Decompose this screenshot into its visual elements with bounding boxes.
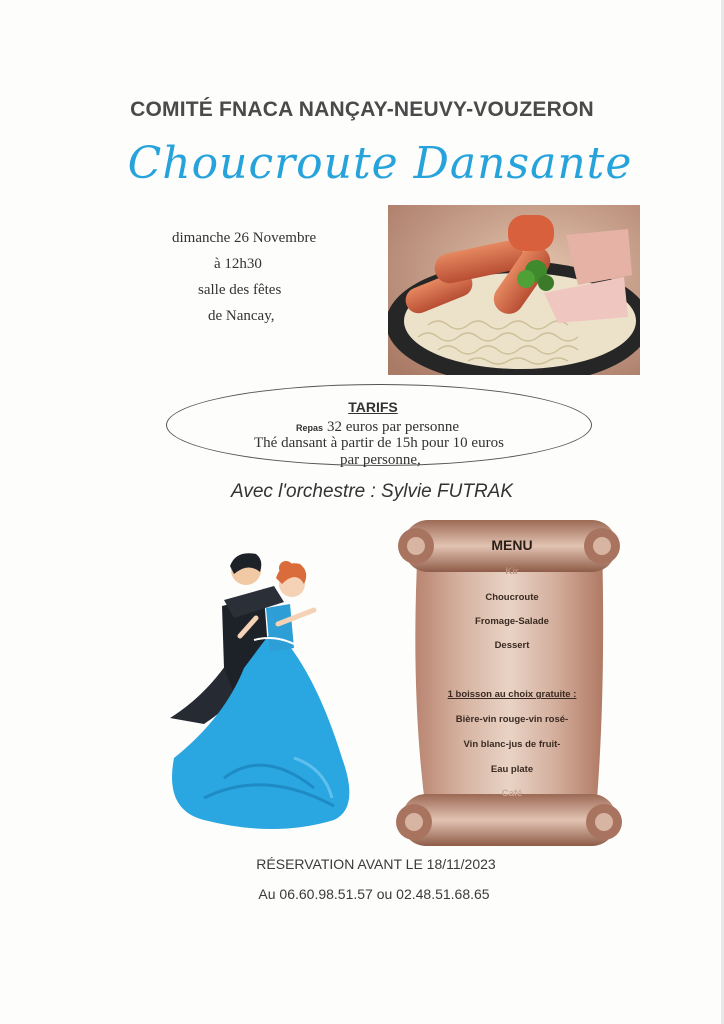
tarifs-the-dansant: Thé dansant à partir de 15h pour 10 euros (254, 435, 504, 451)
tarifs-the-dansant-suffix: par personne, (340, 452, 421, 468)
menu-drinks-title: 1 boisson au choix gratuite : (447, 689, 577, 700)
menu-title: MENU (491, 537, 533, 553)
menu-item: Dessert (494, 640, 530, 651)
parchment-scroll (396, 512, 622, 856)
event-venue: salle des fêtes (198, 282, 282, 298)
menu-drink: Eau plate (490, 764, 534, 775)
menu-item: Kir (505, 566, 519, 577)
menu-item: Choucroute (485, 592, 539, 603)
menu-drink: Vin blanc-jus de fruit- (463, 739, 561, 750)
repas-label: Repas (296, 423, 324, 433)
choucroute-plate-image (388, 205, 640, 375)
event-details (150, 230, 360, 334)
tarifs-title: TARIFS (348, 399, 398, 415)
repas-price: 32 euros par personne (327, 419, 460, 435)
dancing-couple-illustration (164, 548, 364, 838)
tarifs-repas (296, 419, 459, 436)
event-time: à 12h30 (214, 256, 262, 272)
orchestra-line: Avec l'orchestre : Sylvie FUTRAK (231, 481, 514, 502)
menu-drink: Café (501, 788, 523, 799)
page-title: Choucroute Dansante (127, 138, 633, 189)
choucroute-photo (388, 205, 640, 375)
event-date: dimanche 26 Novembre (172, 230, 317, 246)
reservation-phones: Au 06.60.98.51.57 ou 02.48.51.68.65 (258, 886, 490, 902)
organization-header: COMITÉ FNACA NANÇAY-NEUVY-VOUZERON (130, 98, 594, 121)
menu-scroll (396, 512, 622, 856)
dancers-illustration (164, 548, 364, 838)
menu-item: Fromage-Salade (475, 616, 549, 627)
event-town: de Nancay, (208, 308, 275, 324)
reservation-deadline: RÉSERVATION AVANT LE 18/11/2023 (256, 856, 496, 872)
menu-drink: Bière-vin rouge-vin rosé- (455, 714, 569, 725)
